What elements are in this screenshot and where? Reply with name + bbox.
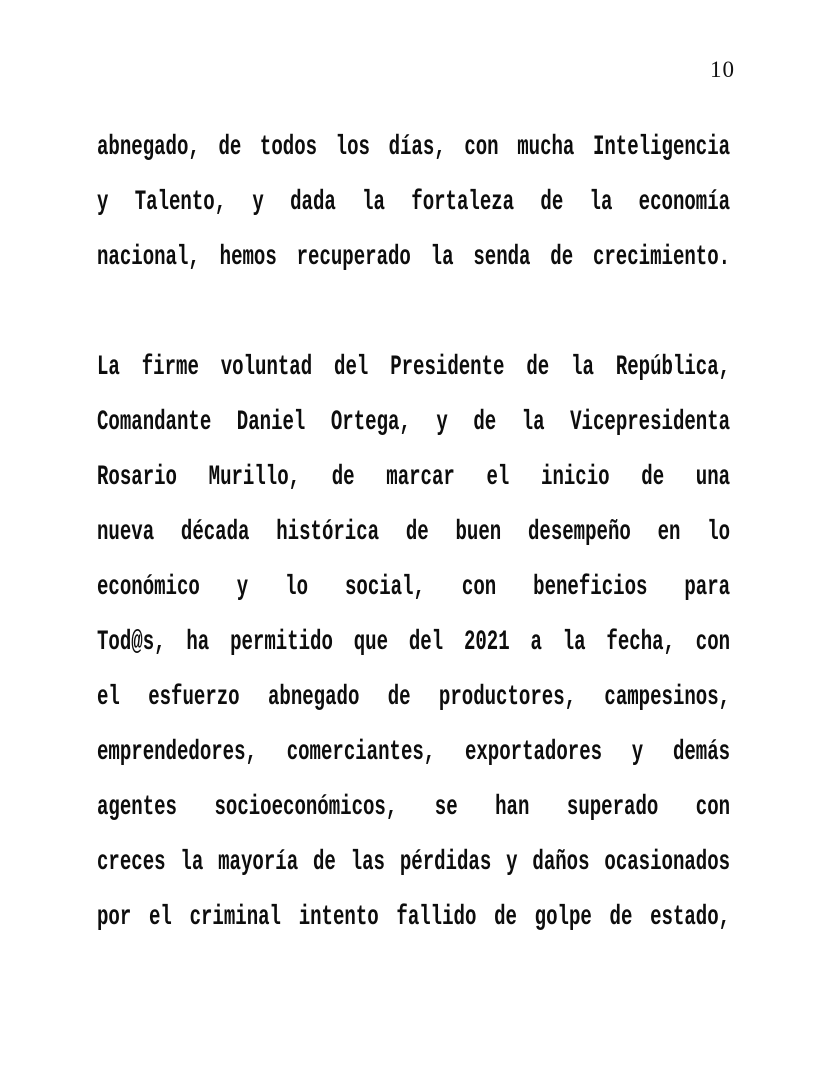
text-line: abnegado, de todos los días, con mucha Inteligencia: [97, 132, 731, 163]
paragraph-2: [97, 340, 730, 945]
text-line: por el criminal intento fallido de golpe de estado,: [97, 902, 731, 933]
text-line: creces la mayoría de las pérdidas y daños ocasionados: [97, 847, 731, 878]
text-line: La firme voluntad del Presidente de la República,: [97, 352, 731, 383]
text-line: nacional, hemos recuperado la senda de crecimiento.: [97, 242, 731, 273]
text-line: el esfuerzo abnegado de productores, campesinos,: [97, 682, 731, 713]
text-line: emprendedores, comerciantes, exportadores y demás: [97, 737, 731, 768]
text-line: Rosario Murillo, de marcar el inicio de una: [97, 462, 731, 493]
text-line: económico y lo social, con beneficios para: [97, 572, 731, 603]
paragraph-1: [97, 120, 730, 285]
text-line: y Talento, y dada la fortaleza de la economía: [97, 187, 731, 218]
text-line: nueva década histórica de buen desempeño en lo: [97, 517, 731, 548]
page-number: 10: [710, 57, 735, 82]
text-line: Comandante Daniel Ortega, y de la Vicepresidenta: [97, 407, 731, 438]
text-line: agentes socioeconómicos, se han superado con: [97, 792, 731, 823]
document-body: [97, 120, 730, 945]
paragraph-spacer: [97, 285, 730, 340]
text-line: Tod@s, ha permitido que del 2021 a la fecha, con: [97, 627, 731, 658]
